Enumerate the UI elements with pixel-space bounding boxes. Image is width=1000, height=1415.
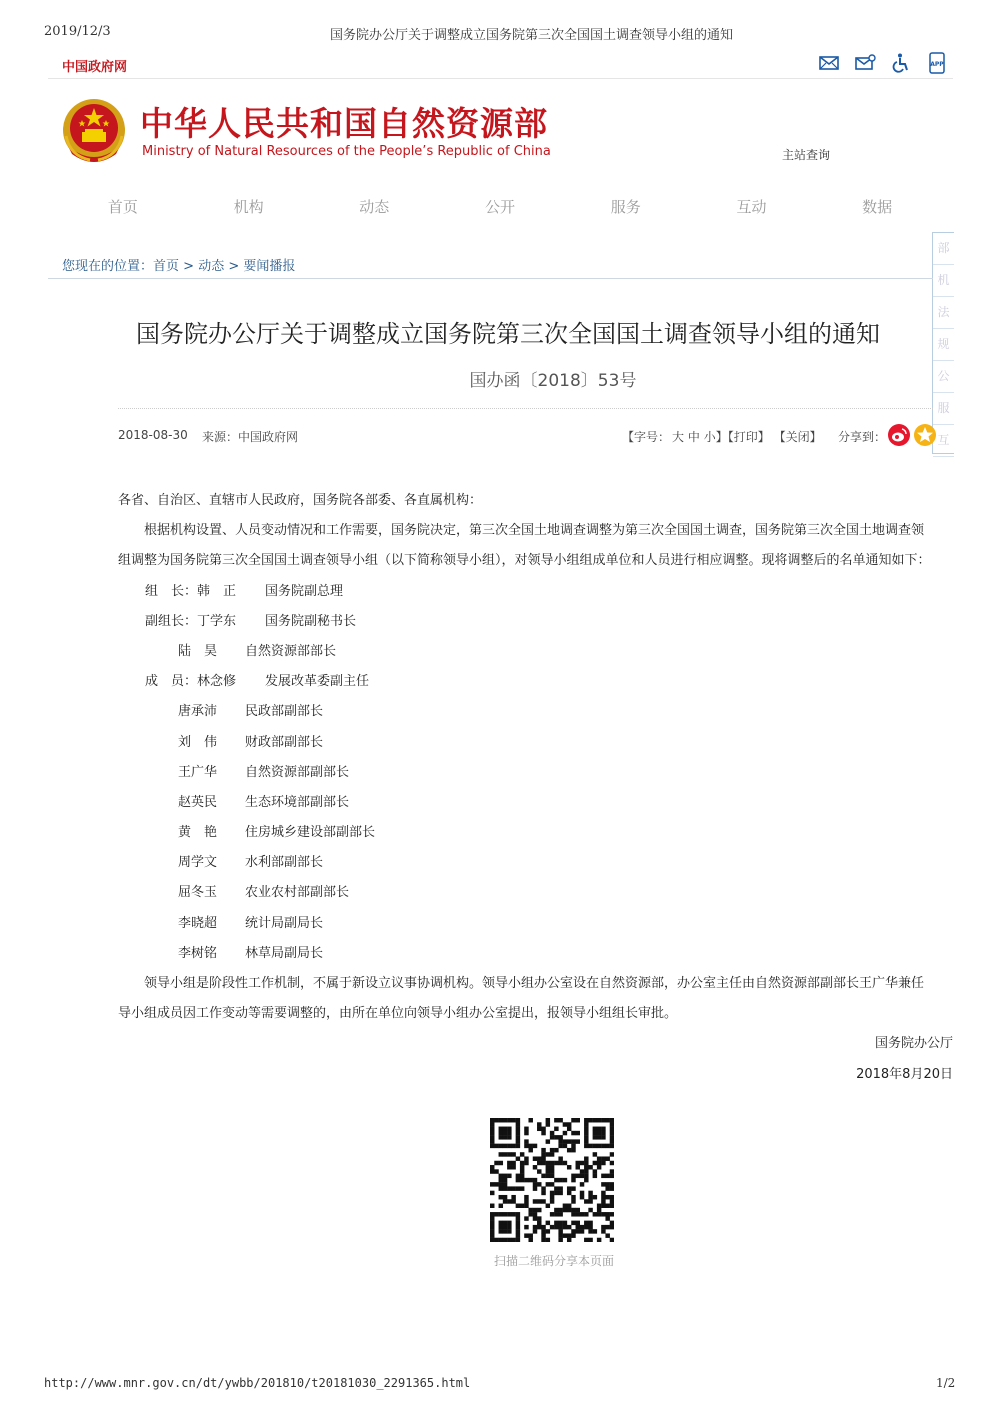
member-row xyxy=(118,848,953,878)
nav-item-service[interactable]: 服务 xyxy=(610,198,641,216)
article-tools xyxy=(622,428,822,445)
document-number: 国办函〔2018〕53号 xyxy=(469,371,637,391)
breadcrumb-prefix: 您现在的位置： xyxy=(62,259,154,274)
member-row xyxy=(118,939,953,969)
nav-item-disclosure[interactable]: 公开 xyxy=(485,198,516,216)
member-row xyxy=(118,607,953,637)
breadcrumb-divider xyxy=(48,278,933,279)
breadcrumb-home[interactable]: 首页 xyxy=(153,259,180,274)
print-button[interactable]: 【打印】 xyxy=(727,430,770,444)
ministry-title-en: Ministry of Natural Resources of the People’s Republic of China xyxy=(142,144,551,159)
side-panel-item[interactable]: 服 xyxy=(933,393,954,425)
member-name: 屈冬玉 xyxy=(178,885,218,901)
article-source: 来源：中国政府网 xyxy=(202,430,299,444)
site-search-link[interactable]: 主站查询 xyxy=(782,148,831,162)
member-title: 财政部副部长 xyxy=(245,734,324,750)
nav-item-news[interactable]: 动态 xyxy=(359,198,390,216)
member-title: 农业农村部副部长 xyxy=(245,885,350,901)
member-row xyxy=(118,667,953,697)
mail-icon[interactable] xyxy=(818,52,840,74)
breadcrumb-news[interactable]: 动态 xyxy=(198,259,225,274)
article-body xyxy=(118,486,953,1090)
member-row xyxy=(118,818,953,848)
print-page-number: 1/2 xyxy=(936,1376,956,1390)
side-panel-item[interactable]: 法 xyxy=(933,297,954,329)
paragraph-line: 领导小组是阶段性工作机制，不属于新设立议事协调机构。领导小组办公室设在自然资源部，办公室主任由自然资源部副部长王广华兼任 xyxy=(144,976,925,991)
side-float-panel xyxy=(932,232,954,454)
member-title: 统计局副局长 xyxy=(245,915,324,931)
app-icon-label: APP xyxy=(930,61,944,68)
side-panel-item[interactable]: 机 xyxy=(933,265,954,297)
nav-item-home[interactable]: 首页 xyxy=(107,198,138,216)
member-title: 水利部副部长 xyxy=(245,855,324,871)
member-row xyxy=(118,728,953,758)
member-row xyxy=(118,577,953,607)
member-role-name: 成 员：林念修 xyxy=(145,674,237,690)
national-emblem-icon[interactable] xyxy=(60,96,128,168)
member-name: 刘 伟 xyxy=(178,734,218,750)
side-panel-item[interactable]: 互 xyxy=(933,425,954,457)
member-name: 黄 艳 xyxy=(178,825,218,841)
sign-date: 2018年8月20日 xyxy=(856,1066,953,1082)
member-name: 赵英民 xyxy=(178,794,218,810)
font-size-large-button[interactable]: 大 xyxy=(672,430,685,444)
qr-code-image xyxy=(490,1118,614,1242)
ministry-title-cn: 中华人民共和国自然资源部 xyxy=(140,104,548,143)
member-name: 李树铭 xyxy=(178,945,218,961)
member-row xyxy=(118,758,953,788)
member-row xyxy=(118,788,953,818)
side-panel-item[interactable]: 规 xyxy=(933,329,954,361)
paragraph-line: 根据机构设置、人员变动情况和工作需要，国务院决定，第三次全国土地调查调整为第三次全国国土调查，国务院第三次全国土地调查领 xyxy=(144,523,925,539)
signature: 国务院办公厅 xyxy=(874,1036,953,1052)
breadcrumb xyxy=(62,255,295,274)
member-name: 李晓超 xyxy=(178,915,218,931)
member-title: 国务院副秘书长 xyxy=(265,613,357,629)
paragraph-line: 组调整为国务院第三次全国国土调查领导小组（以下简称领导小组），对领导小组组成单位和人员进行相应调整。现将调整后的名单通知如下： xyxy=(118,553,931,569)
feedback-mail-icon[interactable] xyxy=(854,52,876,74)
qzone-share-icon[interactable] xyxy=(914,424,936,446)
font-size-label: 【字号： xyxy=(622,430,671,444)
member-name: 周学文 xyxy=(178,855,218,871)
member-role-name: 副组长：丁学东 xyxy=(145,613,237,629)
close-button[interactable]: 【关闭】 xyxy=(773,430,822,444)
accessibility-icon[interactable] xyxy=(890,52,912,74)
breadcrumb-headlines[interactable]: 要闻播报 xyxy=(243,259,296,274)
member-name: 唐承沛 xyxy=(178,704,218,720)
nav-item-data[interactable]: 数据 xyxy=(862,198,893,216)
gov-portal-link[interactable]: 中国政府网 xyxy=(62,60,128,75)
member-title: 林草局副局长 xyxy=(245,945,324,961)
member-title: 生态环境部副部长 xyxy=(245,794,350,810)
weibo-share-icon[interactable] xyxy=(888,424,910,446)
nav-item-organization[interactable]: 机构 xyxy=(233,198,264,216)
top-divider xyxy=(48,78,953,79)
print-title: 国务院办公厅关于调整成立国务院第三次全国国土调查领导小组的通知 xyxy=(330,28,734,43)
member-name: 陆 昊 xyxy=(178,643,218,659)
member-title: 自然资源部副部长 xyxy=(245,764,350,780)
top-icons xyxy=(818,52,948,74)
publish-date: 2018-08-30 xyxy=(118,428,188,442)
breadcrumb-separator: > xyxy=(179,259,199,274)
nav-item-interaction[interactable]: 互动 xyxy=(736,198,767,216)
paragraph-line: 导小组成员因工作变动等需要调整的，由所在单位向领导小组办公室提出，报领导小组组长审批。 xyxy=(118,1006,678,1022)
main-nav xyxy=(60,196,940,217)
member-title: 住房城乡建设部副部长 xyxy=(245,825,376,841)
member-title: 民政部副部长 xyxy=(245,704,324,720)
salutation: 各省、自治区、直辖市人民政府，国务院各部委、各直属机构： xyxy=(118,493,483,508)
member-title: 发展改革委副主任 xyxy=(265,674,370,690)
member-row xyxy=(118,637,953,667)
app-icon[interactable] xyxy=(926,52,948,74)
breadcrumb-separator: > xyxy=(224,259,244,274)
font-size-small-button[interactable]: 小】 xyxy=(703,430,728,444)
side-panel-item[interactable]: 公 xyxy=(933,361,954,393)
article-title: 国务院办公厅关于调整成立国务院第三次全国国土调查领导小组的通知 xyxy=(136,320,880,348)
print-url: http://www.mnr.gov.cn/dt/ywbb/201810/t20181030_2291365.html xyxy=(44,1376,471,1390)
member-row xyxy=(118,697,953,727)
member-row xyxy=(118,878,953,908)
print-date: 2019/12/3 xyxy=(44,24,111,39)
member-title: 国务院副总理 xyxy=(265,583,344,599)
qr-caption: 扫描二维码分享本页面 xyxy=(494,1254,615,1268)
side-panel-item[interactable]: 部 xyxy=(933,233,954,265)
member-row xyxy=(118,909,953,939)
title-divider xyxy=(118,408,933,409)
font-size-medium-button[interactable]: 中 xyxy=(687,430,700,444)
member-name: 王广华 xyxy=(178,764,218,780)
member-role-name: 组 长：韩 正 xyxy=(145,583,237,599)
member-title: 自然资源部部长 xyxy=(245,643,337,659)
share-label: 分享到： xyxy=(838,430,887,444)
